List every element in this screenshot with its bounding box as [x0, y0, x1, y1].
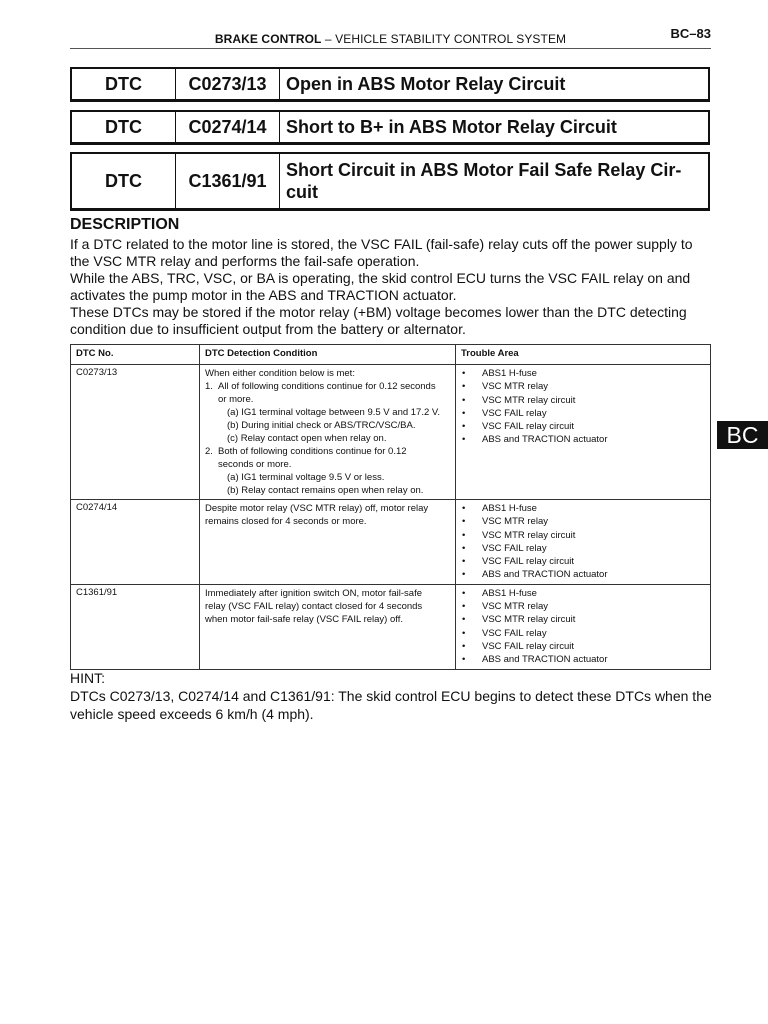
- condition-line: All of following conditions continue for 0.12 seconds: [218, 381, 436, 392]
- dtc-header-box-3: [70, 152, 710, 210]
- trouble-area-text: VSC FAIL relay circuit: [482, 421, 575, 433]
- page-header: [70, 26, 711, 50]
- dtc-label: DTC: [72, 112, 176, 142]
- description-paragraph: These DTCs may be stored if the motor relay (+BM) voltage becomes lower than the DTC detecting condition due to insufficient output from the battery or alternator.: [70, 304, 687, 337]
- bullet: •: [462, 569, 466, 581]
- condition-number: 1.: [205, 381, 213, 392]
- trouble-area-item: [461, 568, 705, 581]
- condition-line: Despite motor relay (VSC MTR relay) off, motor relay: [205, 503, 429, 514]
- trouble-area-text: ABS and TRACTION actuator: [482, 569, 608, 581]
- dtc-header-box-1: [70, 67, 710, 101]
- condition-cell: [200, 500, 456, 585]
- condition-line: (b) During initial check or ABS/TRC/VSC/BA.: [227, 420, 416, 431]
- dtc-title: Short to B+ in ABS Motor Relay Circuit: [286, 117, 617, 137]
- condition-item: [205, 380, 450, 393]
- trouble-area-item: [461, 640, 705, 653]
- trouble-area-item: [461, 367, 705, 380]
- column-header: DTC Detection Condition: [200, 345, 456, 365]
- dtc-title: [280, 154, 708, 208]
- dtc-title-line: Short Circuit in ABS Motor Fail Safe Relay Cir-: [286, 160, 682, 180]
- condition-cell: [200, 365, 456, 500]
- condition-item: [205, 445, 450, 458]
- trouble-area-text: VSC FAIL relay: [482, 542, 547, 554]
- description-paragraph: While the ABS, TRC, VSC, or BA is operating, the skid control ECU turns the VSC FAIL relay on and activates the pump motor in the ABS and TRACTION actuator.: [70, 270, 691, 303]
- bullet: •: [462, 407, 466, 419]
- header-rule: [70, 48, 711, 49]
- header-title: [70, 32, 711, 46]
- trouble-area-text: VSC FAIL relay: [482, 407, 547, 419]
- bullet: •: [462, 640, 466, 652]
- header-section: BRAKE CONTROL: [214, 32, 322, 46]
- trouble-area-item: [461, 407, 705, 420]
- trouble-area-text: VSC MTR relay circuit: [482, 614, 576, 626]
- bullet: •: [462, 434, 466, 446]
- page-number: BC–83: [670, 26, 711, 41]
- table-row: [71, 584, 711, 669]
- trouble-area-text: ABS1 H-fuse: [482, 503, 537, 514]
- bullet: •: [462, 503, 466, 514]
- condition-line: (c) Relay contact open when relay on.: [227, 433, 387, 444]
- bullet: •: [462, 654, 466, 666]
- header-subsystem: VEHICLE STABILITY CONTROL SYSTEM: [335, 32, 567, 46]
- condition-line: remains closed for 4 seconds or more.: [205, 516, 367, 527]
- table-header-row: [71, 345, 711, 365]
- bullet: •: [462, 368, 466, 379]
- trouble-area-cell: [456, 365, 711, 500]
- trouble-area-item: [461, 420, 705, 433]
- dtc-code: C0273/13: [176, 69, 280, 99]
- trouble-area-item: [461, 600, 705, 613]
- trouble-area-text: VSC FAIL relay circuit: [482, 640, 575, 652]
- bullet: •: [462, 627, 466, 639]
- dtc-code-cell: C1361/91: [71, 584, 200, 669]
- trouble-area-text: ABS and TRACTION actuator: [482, 434, 608, 446]
- trouble-area-item: [461, 515, 705, 528]
- trouble-area-item: [461, 529, 705, 542]
- trouble-area-text: VSC MTR relay: [482, 381, 548, 393]
- condition-line: (a) IG1 terminal voltage 9.5 V or less.: [227, 472, 385, 483]
- trouble-area-item: [461, 555, 705, 568]
- dtc-code: C0274/14: [176, 112, 280, 142]
- dtc-label: DTC: [72, 154, 176, 208]
- condition-line: or more.: [218, 394, 254, 405]
- trouble-area-item: [461, 587, 705, 600]
- condition-line: when motor fail-safe relay (VSC FAIL relay) off.: [205, 613, 403, 625]
- trouble-area-item: [461, 542, 705, 555]
- condition-line: Both of following conditions continue for 0.12: [218, 446, 407, 457]
- hint-block: [70, 669, 715, 723]
- dtc-code: C1361/91: [176, 154, 280, 208]
- hint-label: HINT:: [70, 670, 105, 686]
- trouble-area-text: VSC FAIL relay circuit: [482, 556, 575, 568]
- trouble-area-text: VSC FAIL relay: [482, 627, 547, 639]
- bullet: •: [462, 421, 466, 433]
- bullet: •: [462, 601, 466, 613]
- table-row: [71, 500, 711, 585]
- trouble-area-cell: [456, 500, 711, 585]
- bullet: •: [462, 394, 466, 406]
- dtc-header-box-2: [70, 110, 710, 144]
- trouble-area-item: [461, 653, 705, 666]
- condition-line: (a) IG1 terminal voltage between 9.5 V and 17.2 V.: [227, 407, 441, 418]
- hint-text: DTCs C0273/13, C0274/14 and C1361/91: The skid control ECU begins to detect these DTCs when the vehicle speed exceeds 6 km/h (4 mph).: [70, 688, 712, 722]
- dtc-code-cell: C0273/13: [71, 365, 200, 500]
- header-separator: –: [324, 32, 332, 46]
- condition-line: (b) Relay contact remains open when relay on.: [227, 485, 424, 496]
- trouble-area-text: ABS1 H-fuse: [482, 587, 537, 599]
- bullet: •: [462, 529, 466, 541]
- condition-line: relay (VSC FAIL relay) contact closed for 4 seconds: [205, 600, 423, 612]
- trouble-area-text: VSC MTR relay circuit: [482, 529, 576, 541]
- condition-line: seconds or more.: [218, 459, 292, 470]
- column-header: Trouble Area: [456, 345, 711, 365]
- section-tab: BC: [717, 421, 768, 449]
- trouble-area-item: [461, 380, 705, 393]
- bullet: •: [462, 542, 466, 554]
- description-body: [70, 236, 715, 338]
- bullet: •: [462, 381, 466, 393]
- trouble-area-text: ABS and TRACTION actuator: [482, 654, 608, 666]
- trouble-area-item: [461, 433, 705, 446]
- dtc-code-cell: C0274/14: [71, 500, 200, 585]
- description-paragraph: If a DTC related to the motor line is stored, the VSC FAIL (fail-safe) relay cuts off the power supply to the VSC MTR relay and performs the fail-safe operation.: [70, 236, 693, 269]
- condition-line: Immediately after ignition switch ON, motor fail-safe: [205, 587, 422, 599]
- condition-number: 2.: [205, 446, 213, 457]
- trouble-area-text: VSC MTR relay: [482, 601, 548, 613]
- trouble-area-cell: [456, 584, 711, 669]
- dtc-title: Open in ABS Motor Relay Circuit: [286, 74, 566, 94]
- bullet: •: [462, 556, 466, 568]
- trouble-area-text: ABS1 H-fuse: [482, 368, 537, 379]
- condition-line: When either condition below is met:: [205, 368, 355, 379]
- trouble-area-text: VSC MTR relay circuit: [482, 394, 576, 406]
- table-row: [71, 365, 711, 500]
- trouble-area-item: [461, 394, 705, 407]
- description-heading: DESCRIPTION: [70, 216, 180, 233]
- dtc-label: DTC: [72, 69, 176, 99]
- bullet: •: [462, 516, 466, 528]
- bullet: •: [462, 587, 466, 599]
- trouble-area-item: [461, 502, 705, 515]
- trouble-area-item: [461, 613, 705, 626]
- trouble-area-text: VSC MTR relay: [482, 516, 548, 528]
- dtc-title-line: cuit: [286, 182, 319, 202]
- trouble-area-item: [461, 627, 705, 640]
- condition-cell: [200, 584, 456, 669]
- column-header: DTC No.: [71, 345, 200, 365]
- bullet: •: [462, 614, 466, 626]
- dtc-table: [70, 344, 711, 670]
